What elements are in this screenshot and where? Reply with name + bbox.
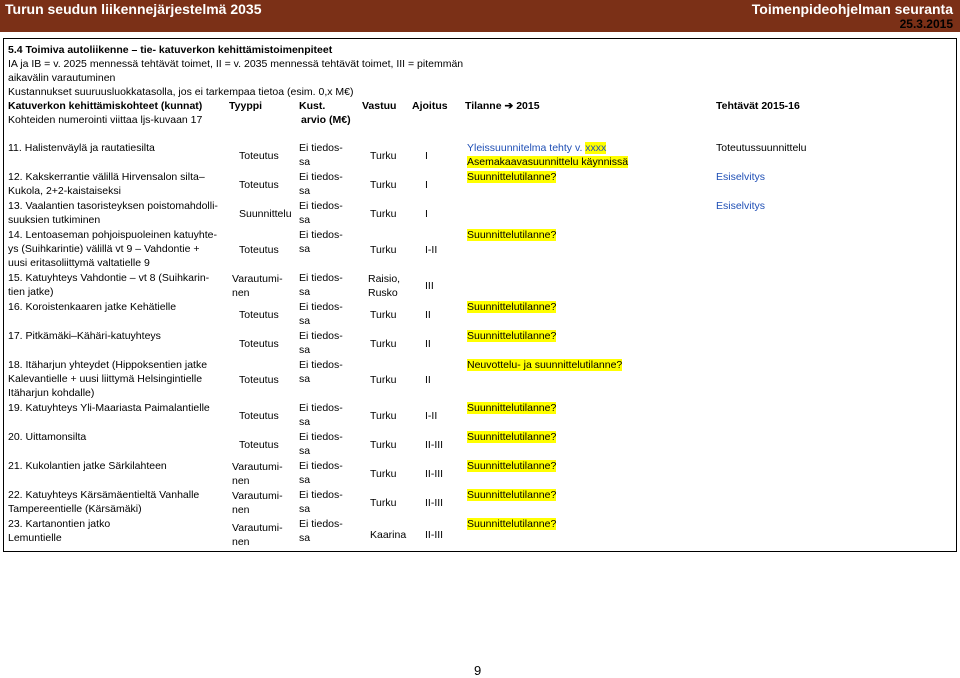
responsible: Turku xyxy=(370,207,397,220)
target-type: Toteutus xyxy=(239,178,279,191)
responsible: Kaarina xyxy=(370,529,407,541)
status-text: Suunnittelutilanne? xyxy=(467,171,557,183)
content-frame xyxy=(3,38,957,552)
target-name: Itäharjun kohdalle) xyxy=(8,387,95,399)
document-date: 25.3.2015 xyxy=(899,17,953,31)
target-type: Varautumi- xyxy=(232,489,283,502)
section-title: Toimenpideohjelman seuranta xyxy=(751,1,953,17)
status-text: Suunnittelutilanne? xyxy=(467,518,557,530)
target-name: tien jatke) xyxy=(8,286,54,298)
target-type: Toteutus xyxy=(239,373,279,386)
cost-estimate: Ei tiedos- xyxy=(299,200,343,212)
cost-estimate: Ei tiedos- xyxy=(299,489,343,501)
cost-estimate: sa xyxy=(299,373,311,385)
task: Esiselvitys xyxy=(716,171,766,183)
cost-estimate: sa xyxy=(299,315,311,327)
cost-estimate: sa xyxy=(299,214,311,226)
column-header-status: Tilanne ➔ 2015 xyxy=(465,100,540,112)
status-text: Neuvottelu- ja suunnittelutilanne? xyxy=(467,359,623,371)
status-line xyxy=(467,300,556,314)
cost-estimate: sa xyxy=(299,474,311,486)
cost-estimate: Ei tiedos- xyxy=(299,460,343,472)
status-line xyxy=(467,358,622,372)
cost-estimate: Ei tiedos- xyxy=(299,272,343,284)
responsible: Turku xyxy=(370,467,397,480)
cost-estimate: Ei tiedos- xyxy=(299,171,343,183)
target-type: Toteutus xyxy=(239,337,279,350)
timing: II-III xyxy=(425,467,444,480)
target-name: 17. Pitkämäki–Kähäri-katuyhteys xyxy=(8,330,161,342)
status-text: Suunnittelutilanne? xyxy=(467,489,557,501)
target-name: 23. Kartanontien jatko xyxy=(8,518,111,530)
target-name: 15. Katuyhteys Vahdontie – vt 8 (Suihkarin- xyxy=(8,272,210,284)
timing: II xyxy=(425,373,431,386)
cost-estimate: sa xyxy=(299,286,311,298)
status-line xyxy=(467,401,556,415)
status-line xyxy=(467,430,556,444)
target-name: 18. Itäharjun yhteydet (Hippoksentien jatke xyxy=(8,359,208,371)
target-name: 21. Kukolantien jatke Särkilahteen xyxy=(8,460,167,472)
target-type: Varautumi- xyxy=(232,460,283,473)
target-name: suuksien tutkiminen xyxy=(8,214,101,226)
target-name: 14. Lentoaseman pohjoispuoleinen katuyhte- xyxy=(8,229,217,241)
intro-line: Kustannukset suuruusluokkatasolla, jos ei tarkempaa tietoa (esim. 0,x M€) xyxy=(8,86,354,98)
status-text: Suunnittelutilanne? xyxy=(467,460,557,472)
responsible: Turku xyxy=(370,438,397,451)
column-header-target: Katuverkon kehittämiskohteet (kunnat) xyxy=(8,100,203,112)
status-line xyxy=(467,228,556,242)
status-text: Asemakaavasuunnittelu käynnissä xyxy=(467,156,629,168)
column-header-timing: Ajoitus xyxy=(412,100,448,112)
target-name: 20. Uittamonsilta xyxy=(8,431,87,443)
section-heading: 5.4 Toimiva autoliikenne – tie- katuverkon kehittämistoimenpiteet xyxy=(8,44,333,56)
status-line xyxy=(467,517,556,531)
target-name: 19. Katuyhteys Yli-Maariasta Paimalantielle xyxy=(8,402,210,414)
cost-estimate: Ei tiedos- xyxy=(299,142,343,154)
responsible: Raisio, xyxy=(368,272,401,285)
intro-line: aikavälin varautuminen xyxy=(8,72,116,84)
target-type: Toteutus xyxy=(239,438,279,451)
header-bar xyxy=(0,0,960,32)
target-type: Toteutus xyxy=(239,243,279,256)
status-line xyxy=(467,170,556,184)
status-line xyxy=(467,155,628,169)
status-line xyxy=(467,459,556,473)
timing: I xyxy=(425,178,428,191)
responsible: Turku xyxy=(370,149,397,162)
page-number: 9 xyxy=(474,663,482,678)
cost-estimate: Ei tiedos- xyxy=(299,330,343,342)
status-line xyxy=(467,488,556,502)
column-header-type: Tyyppi xyxy=(229,100,263,112)
cost-estimate: sa xyxy=(299,445,311,457)
cost-estimate: sa xyxy=(299,156,311,168)
task: Esiselvitys xyxy=(716,200,766,212)
column-header-responsible: Vastuu xyxy=(362,100,397,112)
target-name: uusi eritasoliittymä valtatielle 9 xyxy=(8,257,150,269)
task: Toteutussuunnittelu xyxy=(716,142,807,154)
status-text: Suunnittelutilanne? xyxy=(467,330,557,342)
column-header-target-sub: Kohteiden numerointi viittaa ljs-kuvaan 17 xyxy=(8,114,203,126)
cost-estimate: sa xyxy=(299,344,311,356)
target-name: 16. Koroistenkaaren jatke Kehätielle xyxy=(8,301,177,313)
responsible: Turku xyxy=(370,496,397,509)
cost-estimate: sa xyxy=(299,416,311,428)
responsible: Turku xyxy=(370,308,397,321)
target-type: Toteutus xyxy=(239,308,279,321)
responsible: Rusko xyxy=(368,286,398,299)
cost-estimate: Ei tiedos- xyxy=(299,301,343,313)
column-header-tasks: Tehtävät 2015-16 xyxy=(716,100,800,112)
target-name: 11. Halistenväylä ja rautatiesilta xyxy=(8,142,155,154)
target-name: Kalevantielle + uusi liittymä Helsingintielle xyxy=(8,373,203,385)
responsible: Turku xyxy=(370,337,397,350)
timing: II-III xyxy=(425,529,444,541)
target-type: Varautumi- xyxy=(232,522,283,534)
timing: III xyxy=(425,279,434,292)
target-name: 22. Katuyhteys Kärsämäentieltä Vanhalle xyxy=(8,489,200,501)
intro-line: IA ja IB = v. 2025 mennessä tehtävät toimet, II = v. 2035 mennessä tehtävät toimet, III = pitemmän xyxy=(8,58,464,70)
target-type: Varautumi- xyxy=(232,272,283,285)
target-type: Suunnittelu xyxy=(239,207,292,220)
cost-estimate: sa xyxy=(299,243,311,255)
responsible: Turku xyxy=(370,178,397,191)
target-name: Tampereentielle (Kärsämäki) xyxy=(8,503,142,515)
cost-estimate: Ei tiedos- xyxy=(299,431,343,443)
status-text: Suunnittelutilanne? xyxy=(467,402,557,414)
timing: II xyxy=(425,308,431,321)
cost-estimate: Ei tiedos- xyxy=(299,229,343,241)
status-line xyxy=(467,141,606,155)
target-type: nen xyxy=(232,286,250,299)
status-text: Suunnittelutilanne? xyxy=(467,431,557,443)
document-title: Turun seudun liikennejärjestelmä 2035 xyxy=(5,1,262,17)
column-header-cost: Kust. xyxy=(299,100,326,112)
column-header-cost-sub: arvio (M€) xyxy=(301,114,351,126)
target-name: 13. Vaalantien tasoristeyksen poistomahdolli- xyxy=(8,200,218,212)
timing: I-II xyxy=(425,409,438,422)
responsible: Turku xyxy=(370,373,397,386)
target-type: Toteutus xyxy=(239,409,279,422)
cost-estimate: Ei tiedos- xyxy=(299,518,343,530)
timing: II-III xyxy=(425,496,444,509)
status-line xyxy=(467,329,556,343)
cost-estimate: sa xyxy=(299,503,311,515)
responsible: Turku xyxy=(370,409,397,422)
status-text: Yleissuunnitelma tehty v. xyxy=(467,142,586,154)
target-name: Lemuntielle xyxy=(8,532,62,544)
status-text: Suunnittelutilanne? xyxy=(467,229,557,241)
target-type: nen xyxy=(232,474,250,487)
target-name: 12. Kakskerrantie välillä Hirvensalon silta– xyxy=(8,171,205,183)
timing: II-III xyxy=(425,438,444,451)
target-name: Kukola, 2+2-kaistaiseksi xyxy=(8,185,121,197)
target-type: nen xyxy=(232,503,250,516)
timing: I-II xyxy=(425,243,438,256)
target-type: Toteutus xyxy=(239,149,279,162)
cost-estimate: sa xyxy=(299,532,311,544)
cost-estimate: sa xyxy=(299,185,311,197)
timing: II xyxy=(425,337,431,350)
status-text: Suunnittelutilanne? xyxy=(467,301,557,313)
target-type: nen xyxy=(232,536,250,548)
cost-estimate: Ei tiedos- xyxy=(299,402,343,414)
target-name: ys (Suihkarintie) välillä vt 9 – Vahdontie + xyxy=(8,243,200,255)
timing: I xyxy=(425,207,428,220)
responsible: Turku xyxy=(370,243,397,256)
cost-estimate: Ei tiedos- xyxy=(299,359,343,371)
timing: I xyxy=(425,149,428,162)
status-text: xxxx xyxy=(585,142,607,154)
